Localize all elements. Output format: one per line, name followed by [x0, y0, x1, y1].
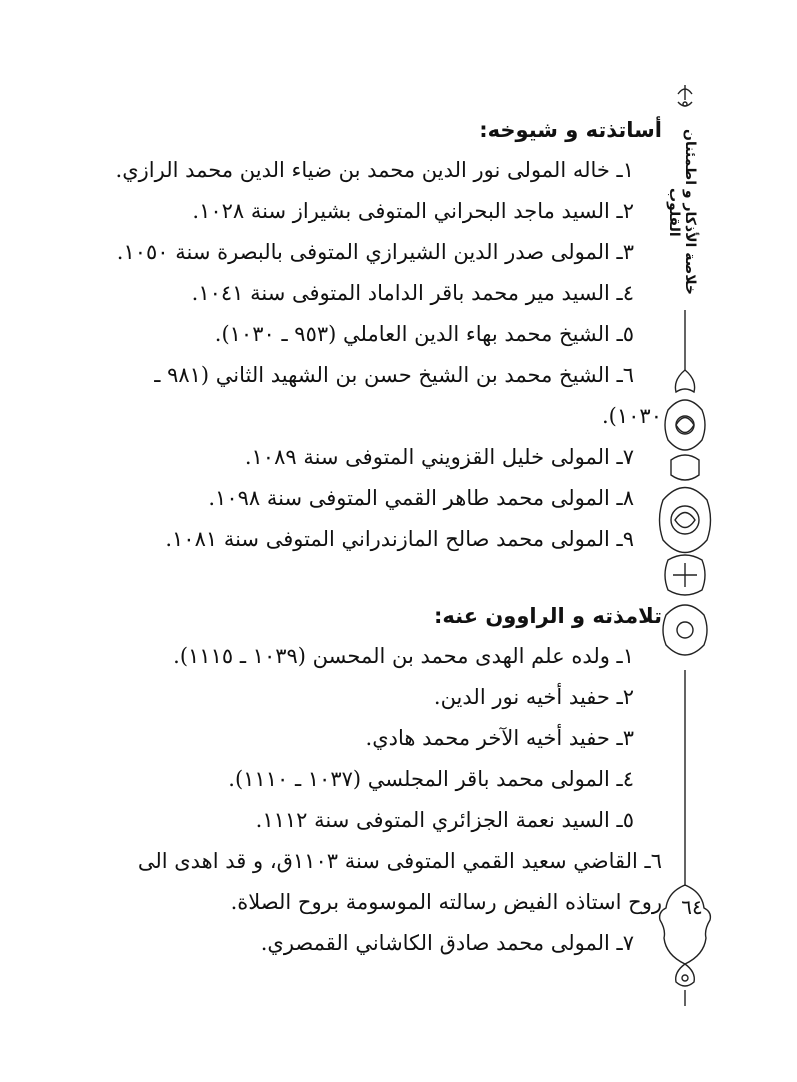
main-text [42, 110, 662, 964]
list-item: ٤ـ المولى محمد باقر المجلسي (١٠٣٧ ـ ١١١٠). [228, 767, 634, 791]
list-item: ٣ـ حفيد أخيه الآخر محمد هادي. [365, 726, 634, 750]
list-item: ٨ـ المولى محمد طاهر القمي المتوفى سنة ١٠٩٨. [208, 486, 634, 510]
section-heading-students: تلامذته و الراوون عنه: [434, 604, 662, 628]
list-item: ١ـ خاله المولى نور الدين محمد بن ضياء الدين محمد الرازي. [115, 158, 634, 182]
section-spacer [42, 560, 662, 596]
running-head: خلاصة الأذكار و اطمئنان القلوب [666, 129, 698, 295]
list-item: ٢ـ حفيد أخيه نور الدين. [433, 685, 634, 709]
list-item: ٥ـ الشيخ محمد بهاء الدين العاملي (٩٥٣ ـ ١٠٣٠). [214, 322, 634, 346]
list-item-continuation: ١٠٣٠). [602, 404, 662, 428]
list-item: ٦ـ القاضي سعيد القمي المتوفى سنة ١١٠٣ق، و قد اهدى الى [137, 849, 662, 873]
list-item: ٣ـ المولى صدر الدين الشيرازي المتوفى بالبصرة سنة ١٠٥٠. [116, 240, 634, 264]
list-item-continuation: روح استاذه الفيض رسالته الموسومة بروح الصلاة. [230, 890, 662, 914]
list-item: ٤ـ السيد مير محمد باقر الداماد المتوفى سنة ١٠٤١. [191, 281, 634, 305]
page-number: ٦٤ [681, 895, 703, 919]
list-item: ٧ـ المولى محمد صادق الكاشاني القمصري. [260, 931, 634, 955]
list-item: ١ـ ولده علم الهدى محمد بن المحسن (١٠٣٩ ـ ١١١٥). [173, 644, 634, 668]
list-item: ٩ـ المولى محمد صالح المازندراني المتوفى سنة ١٠٨١. [165, 527, 634, 551]
list-item: ٥ـ السيد نعمة الجزائري المتوفى سنة ١١١٢. [255, 808, 634, 832]
list-item: ٦ـ الشيخ محمد بن الشيخ حسن بن الشهيد الثاني (٩٨١ ـ [154, 363, 634, 387]
list-item: ٢ـ السيد ماجد البحراني المتوفى بشيراز سنة ١٠٢٨. [192, 199, 634, 223]
list-item: ٧ـ المولى خليل القزويني المتوفى سنة ١٠٨٩. [244, 445, 634, 469]
section-heading-teachers: أساتذته و شيوخه: [479, 118, 662, 142]
